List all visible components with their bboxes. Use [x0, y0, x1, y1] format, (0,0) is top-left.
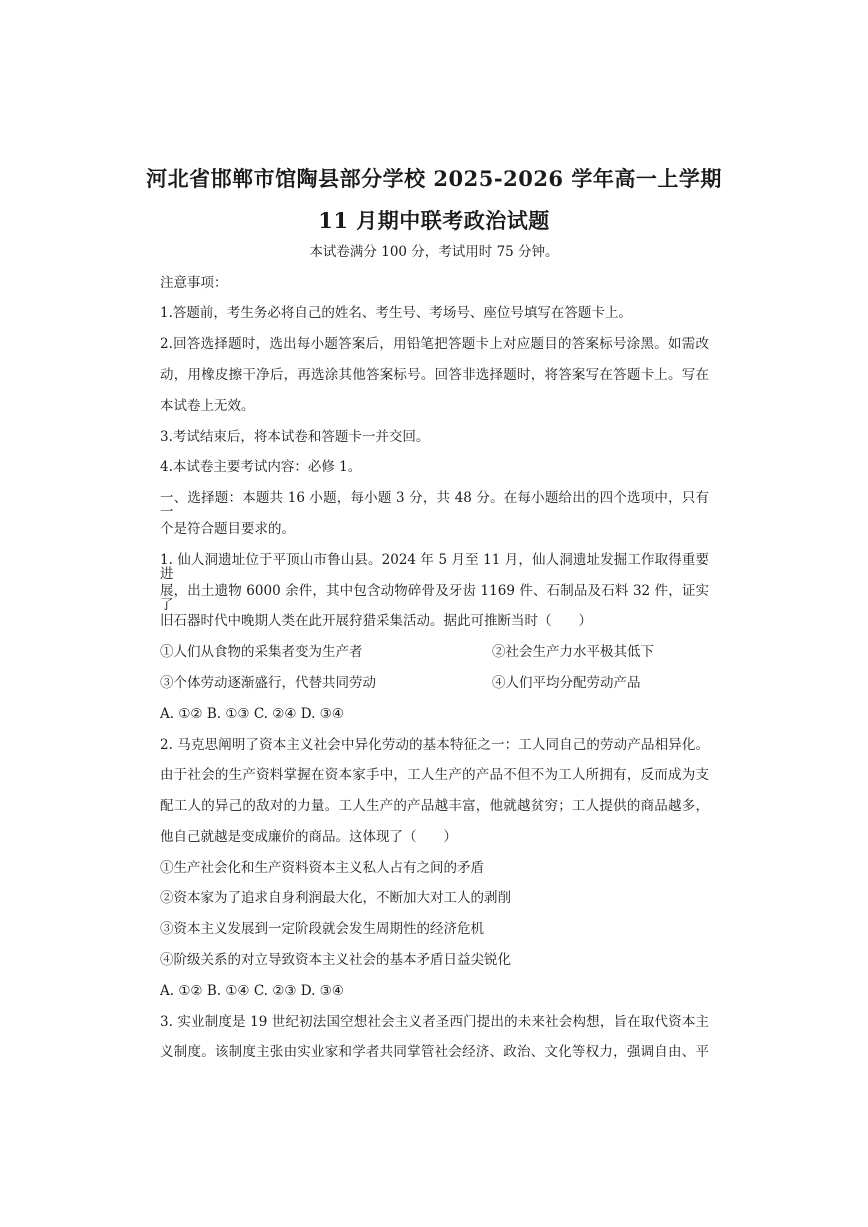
question-2-line-1: 2. 马克思阐明了资本主义社会中异化劳动的基本特征之一：工人同自己的劳动产品相异化。 [160, 737, 709, 753]
notice-heading: 注意事项： [160, 275, 228, 291]
question-2-option-1: ①生产社会化和生产资料资本主义私人占有之间的矛盾 [160, 860, 484, 876]
question-2-option-4: ④阶级关系的对立导致资本主义社会的基本矛盾日益尖锐化 [160, 952, 511, 968]
exam-subtitle: 本试卷满分 100 分，考试用时 75 分钟。 [309, 244, 559, 260]
exam-title-line-2: 11 月期中联考政治试题 [318, 208, 550, 233]
question-1-option-2: ②社会生产力水平极其低下 [492, 644, 654, 660]
question-1-choices: A. ①② B. ①③ C. ②④ D. ③④ [160, 706, 344, 722]
question-3-line-1: 3. 实业制度是 19 世纪初法国空想社会主义者圣西门提出的未来社会构想，旨在取代资本主 [160, 1014, 709, 1030]
question-2-line-3: 配工人的异己的敌对的力量。工人生产的产品越丰富，他就越贫穷；工人提供的商品越多， [160, 798, 709, 814]
exam-title-line-1: 河北省邯郸市馆陶县部分学校 2025-2026 学年高一上学期 [146, 166, 722, 191]
question-1-line-1: 1. 仙人洞遗址位于平顶山市鲁山县。2024 年 5 月至 11 月，仙人洞遗址发掘工作取得重要进 [160, 552, 709, 582]
question-3-line-2: 义制度。该制度主张由实业家和学者共同掌管社会经济、政治、文化等权力，强调自由、平 [160, 1044, 709, 1060]
notice-item-2-line-3: 本试卷上无效。 [160, 398, 255, 414]
question-1-line-2: 展，出土遗物 6000 余件，其中包含动物碎骨及牙齿 1169 件、石制品及石料 32 件，证实了 [160, 583, 709, 613]
notice-item-2-line-2: 动，用橡皮擦干净后，再选涂其他答案标号。回答非选择题时，将答案写在答题卡上。写在 [160, 367, 709, 383]
question-2-option-2: ②资本家为了追求自身利润最大化，不断加大对工人的剥削 [160, 890, 511, 906]
section-1-heading-line-2: 个是符合题目要求的。 [160, 521, 295, 537]
question-1-option-1: ①人们从食物的采集者变为生产者 [160, 644, 363, 660]
question-2-choices: A. ①② B. ①④ C. ②③ D. ③④ [160, 983, 344, 999]
notice-item-2-line-1: 2.回答选择题时，选出每小题答案后，用铅笔把答题卡上对应题目的答案标号涂黑。如需改 [160, 336, 709, 352]
notice-item-4: 4.本试卷主要考试内容：必修 1。 [160, 459, 362, 475]
question-1-option-4: ④人们平均分配劳动产品 [492, 675, 641, 691]
question-1-line-3: 旧石器时代中晚期人类在此开展狩猎采集活动。据此可推断当时（ ） [160, 613, 592, 629]
question-2-line-2: 由于社会的生产资料掌握在资本家手中，工人生产的产品不但不为工人所拥有，反而成为支 [160, 767, 709, 783]
question-2-line-4: 他自己就越是变成廉价的商品。这体现了（ ） [160, 829, 457, 845]
notice-item-1: 1.答题前，考生务必将自己的姓名、考生号、考场号、座位号填写在答题卡上。 [160, 305, 632, 321]
notice-item-3: 3.考试结束后，将本试卷和答题卡一并交回。 [160, 429, 430, 445]
question-1-option-3: ③个体劳动逐渐盛行，代替共同劳动 [160, 675, 376, 691]
section-1-heading-line-1: 一、选择题：本题共 16 小题，每小题 3 分，共 48 分。在每小题给出的四个选项中，只有一 [160, 490, 709, 520]
question-2-option-3: ③资本主义发展到一定阶段就会发生周期性的经济危机 [160, 921, 484, 937]
